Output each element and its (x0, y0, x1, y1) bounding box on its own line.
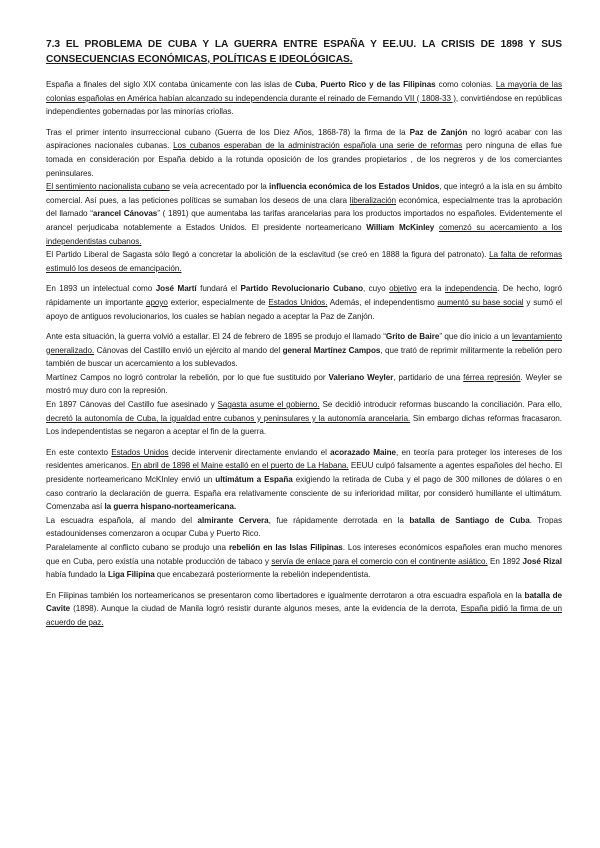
underlined-text: servía de enlace para el comercio con el continente asiático. (271, 556, 488, 566)
text: Sin embargo dichas reformas fracasaron. Los independentistas se negaron a aceptar el fin de la guerra. (46, 413, 562, 437)
text: , que trató de reprimir militarmente la rebelión pero también de buscar un acercamiento a los sublevados. (46, 345, 563, 369)
underlined-text: decretó la autonomía de Cuba, la igualdad entre cubanos y peninsulares y la autonomía arancelaria. (46, 413, 411, 423)
bold-text: batalla de Santiago de Cuba (409, 515, 530, 525)
text: . Weyler se mostró muy duro con la represión. (46, 372, 562, 396)
bold-text: batalla de Cavite (46, 590, 562, 614)
text: Cánovas del Castillo envió un ejército al mando del (94, 345, 283, 355)
paragraph-baire (46, 330, 562, 371)
text: . Tropas estadounidenses comenzaron a ocupar Cuba y Puerto Rico. (46, 515, 562, 539)
text: y sumó el apoyo de antiguos revolucionarios, los cuales se habían negado a aceptar la Paz de Zanjón. (46, 297, 562, 321)
bold-text: almirante Cervera (197, 515, 269, 525)
underlined-text: En abril de 1898 el Maine estalló en el puerto de La Habana. (131, 461, 349, 471)
text: , (315, 80, 321, 89)
bold-text: la guerra hispano-norteamericana. (104, 502, 237, 512)
bold-text: arancel Cánovas (92, 209, 158, 219)
text: , que integró a la isla en su ámbito comercial. Así pues, a las peticiones políticas se sumaban los deseos de una clara (46, 182, 563, 205)
text: había fundado la (46, 570, 108, 580)
underlined-text: apoyo (145, 297, 168, 307)
underlined-text: España pidió la firma de un acuerdo de paz. (46, 604, 562, 627)
bold-text: Puerto Rico y de las Filipinas (320, 80, 436, 89)
text: En Filipinas también los norteamericanos se presentaron como libertadores e igualmente derrotaron a otra escuadra española en la (46, 590, 525, 600)
text: , partidario de una (393, 372, 464, 382)
text: no logró acabar con las aspiraciones nacionales cubanas. (46, 127, 562, 151)
text: La escuadra española, al mando del (46, 515, 198, 525)
text: . De hecho, logró rápidamente un importante (46, 284, 562, 307)
title-line-2: CONSECUENCIAS ECONÓMICAS, POLÍTICAS E IDEOLÓGICAS. (46, 53, 353, 65)
text: , convirtiéndose en repúblicas independientes gobernadas por las minorías criollas. (46, 93, 562, 117)
text: ” ( 1891) que aumentaba las tarifas arancelarias para los productos importados no españoles. Evidentemente el arancel perjudicaba notablemente a Estados Unidos. El presidente norteamericano (46, 209, 562, 232)
underlined-text: Estados Unidos (111, 447, 169, 457)
document-title (46, 38, 562, 67)
text: decide intervenir directamente enviando el (168, 447, 331, 457)
underlined-text: independencia (444, 284, 498, 294)
text: En este contexto (46, 447, 112, 457)
text: Tras el primer intento insurreccional cubano (Guerra de los Diez Años, 1868-78) la firma de la (46, 127, 410, 137)
text: económica, especialmente tras la aprobación del llamado “ (46, 195, 562, 219)
text: EEUU culpó falsamente a agentes españoles del hecho. El presidente norteamericano McKInley envió un (46, 461, 562, 485)
text: como colonias. (435, 80, 496, 89)
underlined-text: objetivo (389, 284, 417, 294)
text: , cuyo (363, 284, 390, 294)
text: ” que dio inicio a un (439, 332, 513, 342)
text: fundará el (196, 284, 241, 294)
text: exterior, especialmente de (167, 297, 269, 307)
paragraph-colonies (46, 78, 562, 119)
text: Además, el independentismo (327, 297, 438, 307)
underlined-text: levantamiento generalizado. (46, 332, 563, 355)
bold-text: Valeriano Weyler (328, 372, 394, 382)
text: era la (416, 284, 445, 294)
paragraph-maine (46, 446, 562, 514)
bold-text: acorazado Maine (330, 447, 396, 457)
paragraph-nationalism (46, 180, 562, 248)
paragraph-marti (46, 282, 562, 323)
underlined-text: El sentimiento nacionalista cubano (46, 182, 170, 192)
bold-text: Partido Revolucionario Cubano (240, 284, 363, 294)
paragraph-filipinas (46, 541, 562, 582)
text: (1898). Aunque la ciudad de Manila logró resistir durante algunos meses, ante la evidencia de la derrota, (70, 604, 461, 614)
text: se veía acrecentado por la (169, 182, 270, 192)
underlined-text: comenzó su acercamiento a los independentistas cubanos. (46, 222, 562, 246)
paragraph-canovas (46, 398, 562, 439)
bold-text: Cuba (295, 80, 316, 89)
text: Ante esta situación, la guerra volvió a estallar. El 24 de febrero de 1895 se produjo el llamado “ (46, 332, 386, 342)
text: España a finales del siglo XIX contaba únicamente con las islas de (46, 80, 296, 89)
paragraph-cervera (46, 514, 562, 541)
text: En 1892 (487, 556, 523, 566)
bold-text: Grito de Baire (385, 332, 440, 342)
text: Martínez Campos no logró controlar la rebelión, por lo que fue sustituido por (46, 372, 329, 382)
text: Se decidió introducir reformas buscando la conciliación. Para ello, (319, 400, 563, 410)
text: , fue rápidamente derrotada en la (268, 515, 410, 525)
text: , en teoría para proteger los intereses de los residentes americanos. (46, 447, 562, 471)
paragraph-zanjon (46, 126, 562, 180)
text: . Los intereses económicos españoles eran mucho menores que en Cuba, pero existía una notable producción de tabaco y (46, 543, 562, 566)
text: El Partido Liberal de Sagasta sólo llegó a concretar la abolición de la esclavitud (se creó en 1888 la figura del patronato). (46, 250, 490, 260)
underlined-text: liberalización (349, 195, 397, 205)
text: En 1893 un intelectual como (46, 284, 156, 294)
underlined-text: La falta de reformas estimuló los deseos de emancipación. (46, 250, 562, 273)
underlined-text: aumentó su base social (437, 297, 524, 307)
bold-text: influencia económica de los Estados Unidos (269, 182, 440, 192)
text: Paralelamente al conflicto cubano se produjo una (46, 543, 229, 552)
bold-text: William McKinley (366, 222, 435, 232)
text: que encabezará posteriormente la rebelión independentista. (154, 570, 371, 580)
underlined-text: férrea represión (463, 372, 521, 382)
bold-text: Paz de Zanjón (409, 127, 468, 137)
bold-text: rebelión en las Islas Filipinas (228, 543, 343, 552)
underlined-text: Estados Unidos. (268, 297, 328, 307)
underlined-text: Los cubanos esperaban de la administración española una serie de reformas (173, 141, 463, 151)
bold-text: José Martí (155, 284, 197, 294)
underlined-text: Sagasta asume el gobierno. (217, 400, 320, 410)
paragraph-sagasta (46, 248, 562, 275)
paragraph-cavite (46, 589, 562, 630)
text: exigiendo la retirada de Cuba y el pago de 300 millones de dólares o en caso contrario la declaración de guerra. España era relativamente consciente de su inferioridad militar, por consideró humillante el ultimátum. Comenzaba así (46, 475, 563, 512)
paragraph-weyler (46, 371, 562, 398)
bold-text: Liga Filipina (107, 570, 155, 580)
underlined-text: La mayoría de las colonias españolas en América habían alcanzado su independencia durante el reinado de Fernando VII ( 1808-33 ) (46, 80, 562, 103)
text: pero ninguna de ellas fue tomada en consideración por España debido a la rotunda oposición de los grandes propietarios , de los negreros y de los comerciantes peninsulares. (46, 141, 562, 178)
bold-text: José Rizal (522, 556, 562, 566)
title-line-1: 7.3 EL PROBLEMA DE CUBA Y LA GUERRA ENTRE ESPAÑA Y EE.UU. LA CRISIS DE 1898 Y SUS (46, 39, 562, 50)
text: En 1897 Cánovas del Castillo fue asesinado y (46, 400, 218, 410)
bold-text: general Martínez Campos (282, 345, 381, 355)
bold-text: ultimátum a España (215, 475, 293, 485)
document-page (46, 38, 562, 630)
